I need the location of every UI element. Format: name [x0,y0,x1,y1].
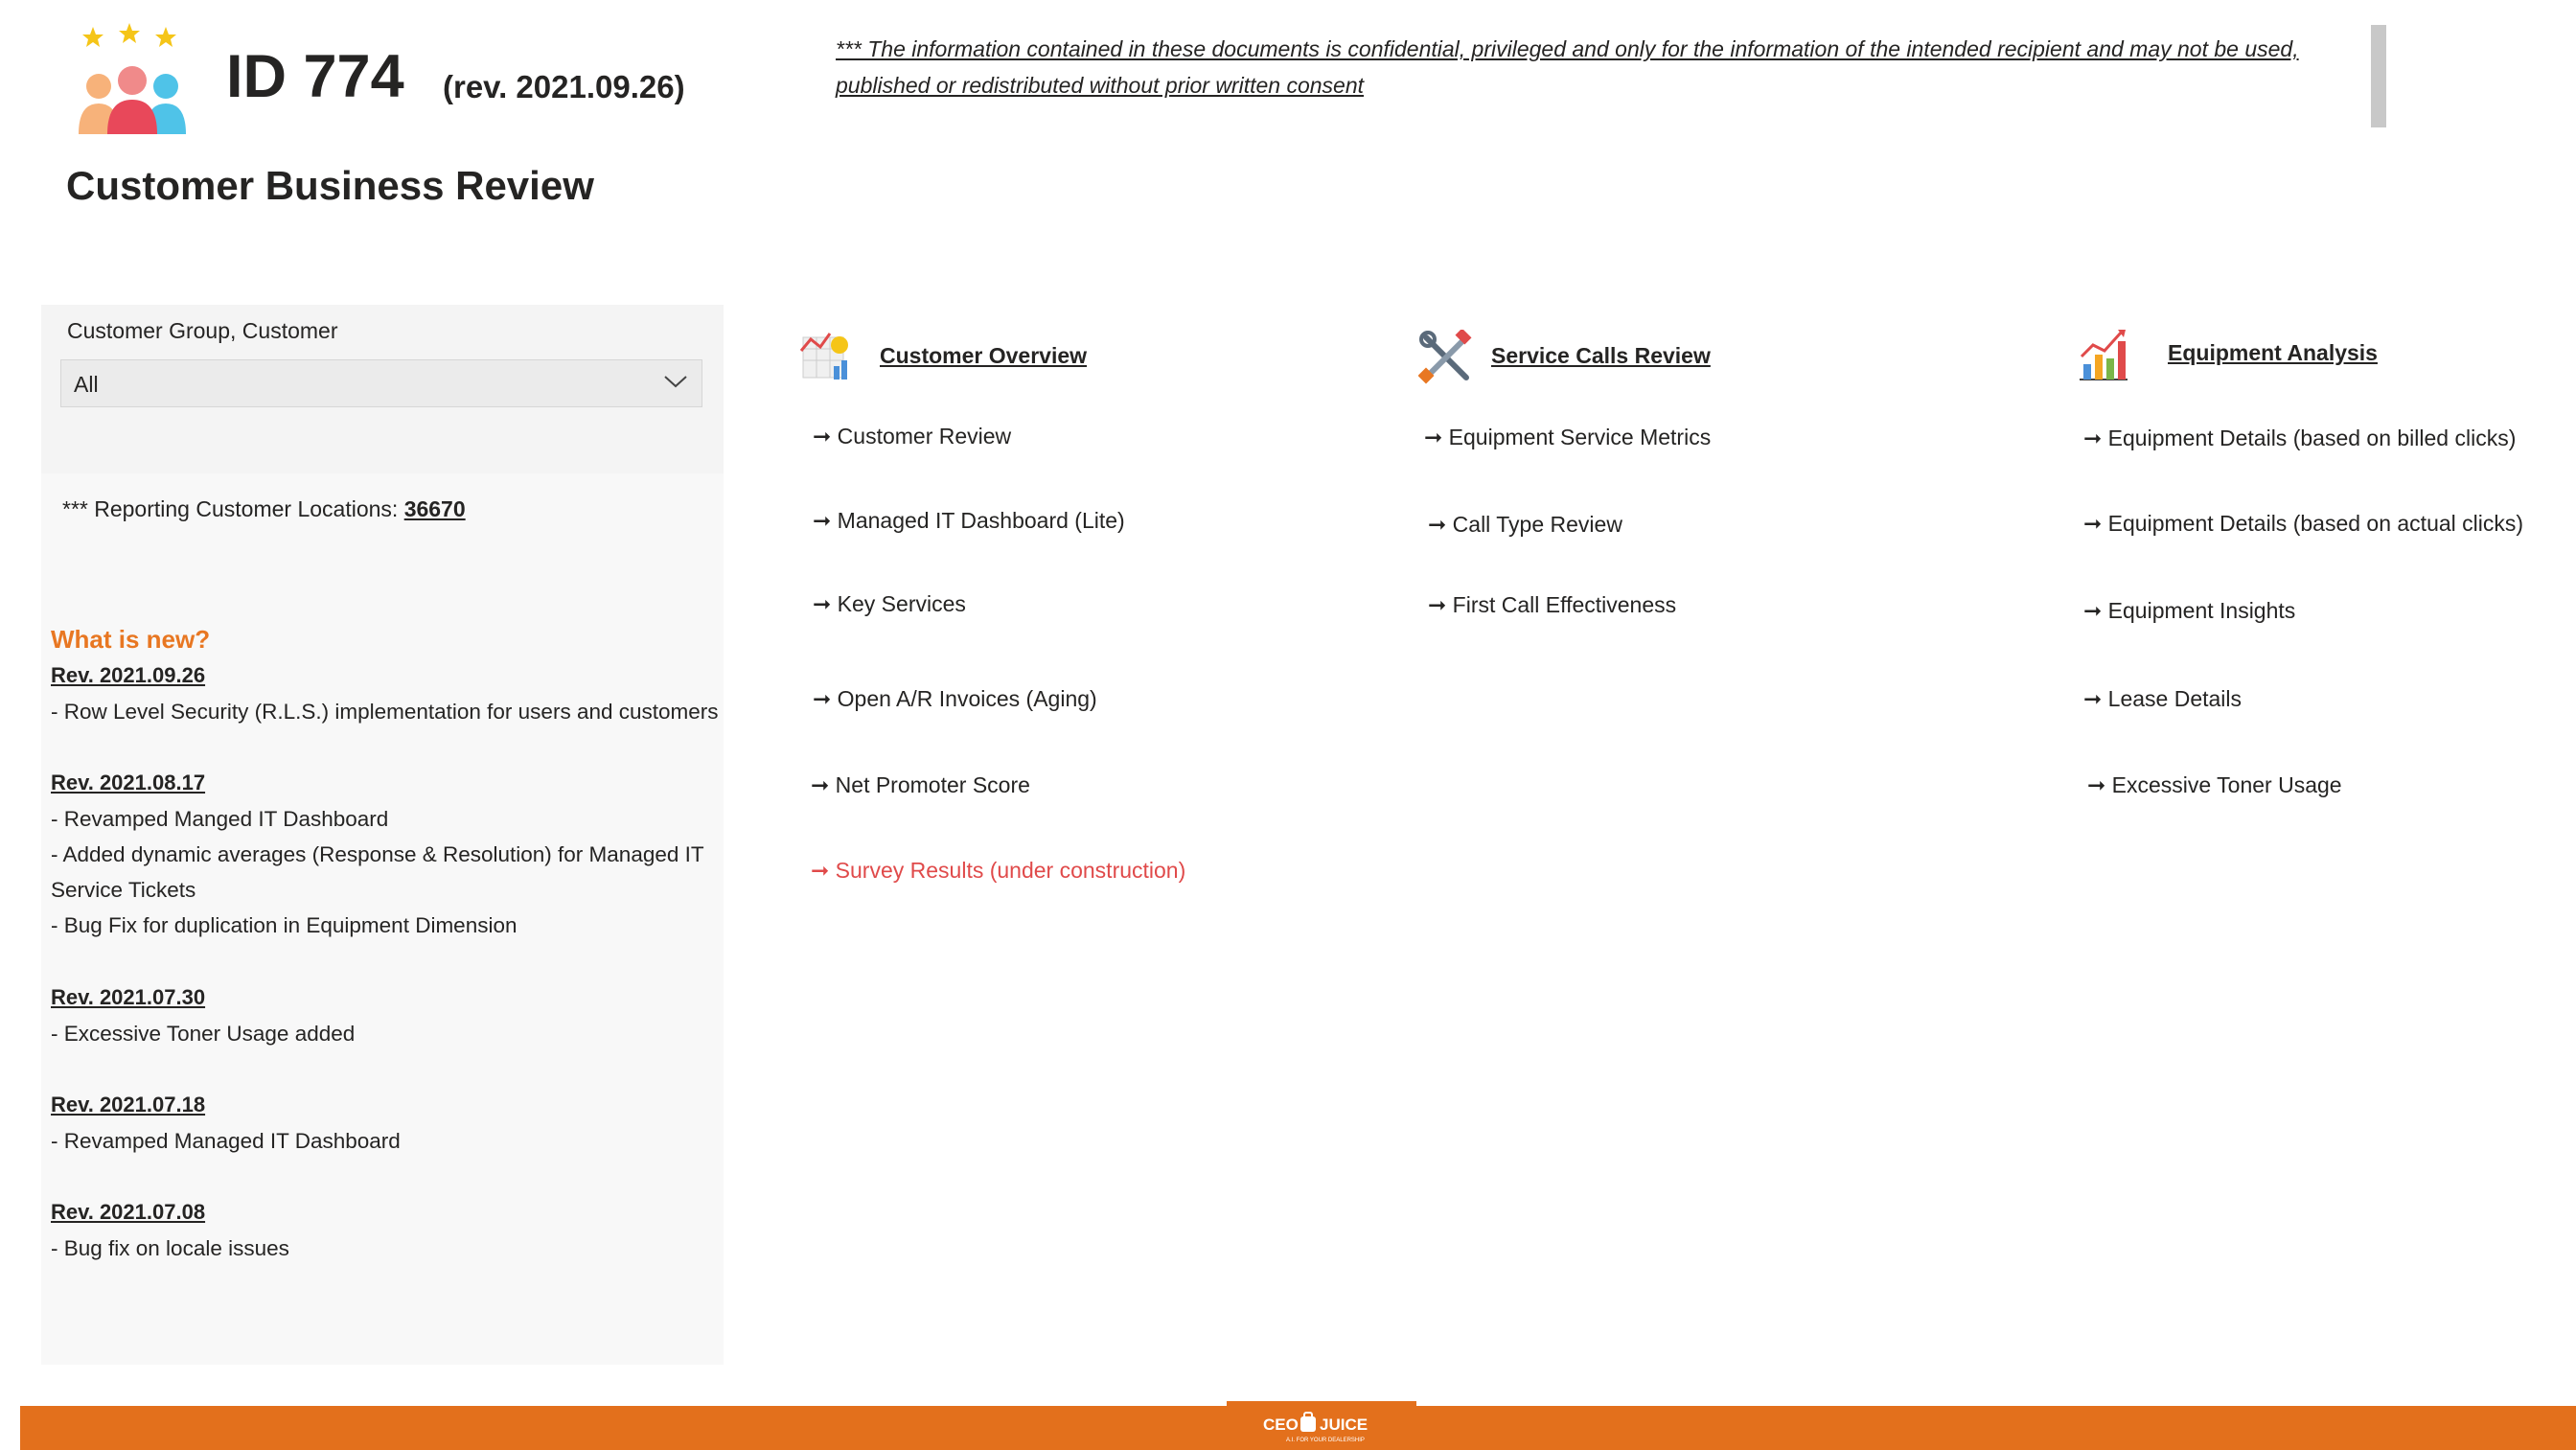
confidentiality-disclaimer: *** The information contained in these documents is confidential, privileged and only for the information of the intended recipient and may not be used, published or redistributed without prior written consent [836,36,2299,98]
revision-item: - Revamped Manged IT Dashboard [51,807,389,831]
revision-item: - Excessive Toner Usage added [51,1022,356,1046]
link-equipment-insights[interactable]: ➞ Equipment Insights [2083,598,2296,623]
link-equipment-service-metrics[interactable]: ➞ Equipment Service Metrics [1424,425,1712,449]
footer-logo-tab [1227,1401,1416,1409]
service-calls-title[interactable]: Service Calls Review [1491,343,1711,368]
svg-text:JUICE: JUICE [1320,1415,1368,1434]
bar-chart-icon [2076,328,2131,383]
locations-count: 36670 [403,496,466,521]
whats-new-title: What is new? [51,625,211,654]
svg-text:A.I. FOR YOUR DEALERSHIP: A.I. FOR YOUR DEALERSHIP [1286,1438,1365,1443]
people-with-stars-icon [75,21,190,134]
revision-heading: Rev. 2021.07.08 [51,1200,206,1224]
locations-label: *** Reporting Customer Locations: [62,496,404,521]
link-lease-details[interactable]: ➞ Lease Details [2083,686,2242,711]
tools-icon [1418,330,1474,385]
equipment-analysis-title[interactable]: Equipment Analysis [2168,340,2378,365]
link-survey-results[interactable]: ➞ Survey Results (under construction) [811,858,1186,883]
svg-text:CEO: CEO [1263,1415,1299,1434]
customer-dropdown[interactable] [60,359,702,407]
revision-heading: Rev. 2021.07.18 [51,1093,206,1116]
link-customer-review[interactable]: ➞ Customer Review [813,424,1012,449]
revision-item: - Added dynamic averages (Response & Resolution) for Managed IT [51,842,704,866]
link-open-ar-invoices[interactable]: ➞ Open A/R Invoices (Aging) [813,686,1097,711]
revision-item: Service Tickets [51,878,196,902]
revision-item: - Row Level Security (R.L.S.) implementation for users and customers [51,700,719,724]
revision-heading: Rev. 2021.07.30 [51,985,206,1009]
reporting-locations [62,496,466,522]
chevron-down-icon [663,372,688,391]
link-call-type-review[interactable]: ➞ Call Type Review [1428,512,1622,537]
link-managed-it-dashboard[interactable]: ➞ Managed IT Dashboard (Lite) [813,508,1125,533]
revision-heading: Rev. 2021.08.17 [51,771,206,794]
link-net-promoter-score[interactable]: ➞ Net Promoter Score [811,772,1030,797]
link-key-services[interactable]: ➞ Key Services [813,591,966,616]
page-title: Customer Business Review [66,163,594,208]
report-id: ID 774 [226,43,404,110]
link-equipment-details-billed[interactable]: ➞ Equipment Details (based on billed clicks) [2083,426,2517,450]
slicer-title: Customer Group, Customer [67,318,338,343]
link-excessive-toner-usage[interactable]: ➞ Excessive Toner Usage [2087,772,2342,797]
chart-report-icon [797,328,853,383]
revision-item: - Bug fix on locale issues [51,1236,289,1260]
revision-item: - Bug Fix for duplication in Equipment Dimension [51,913,518,937]
link-first-call-effectiveness[interactable]: ➞ First Call Effectiveness [1428,592,1677,617]
customer-overview-title[interactable]: Customer Overview [880,343,1088,368]
disclaimer-scrollbar[interactable] [2371,25,2386,127]
ceojuice-logo [1246,1409,1399,1449]
revision-heading: Rev. 2021.09.26 [51,663,206,687]
revision-item: - Revamped Managed IT Dashboard [51,1129,401,1153]
link-equipment-details-actual[interactable]: ➞ Equipment Details (based on actual clicks) [2083,511,2524,536]
dropdown-selected-value: All [74,372,99,397]
report-revision: (rev. 2021.09.26) [443,69,685,104]
